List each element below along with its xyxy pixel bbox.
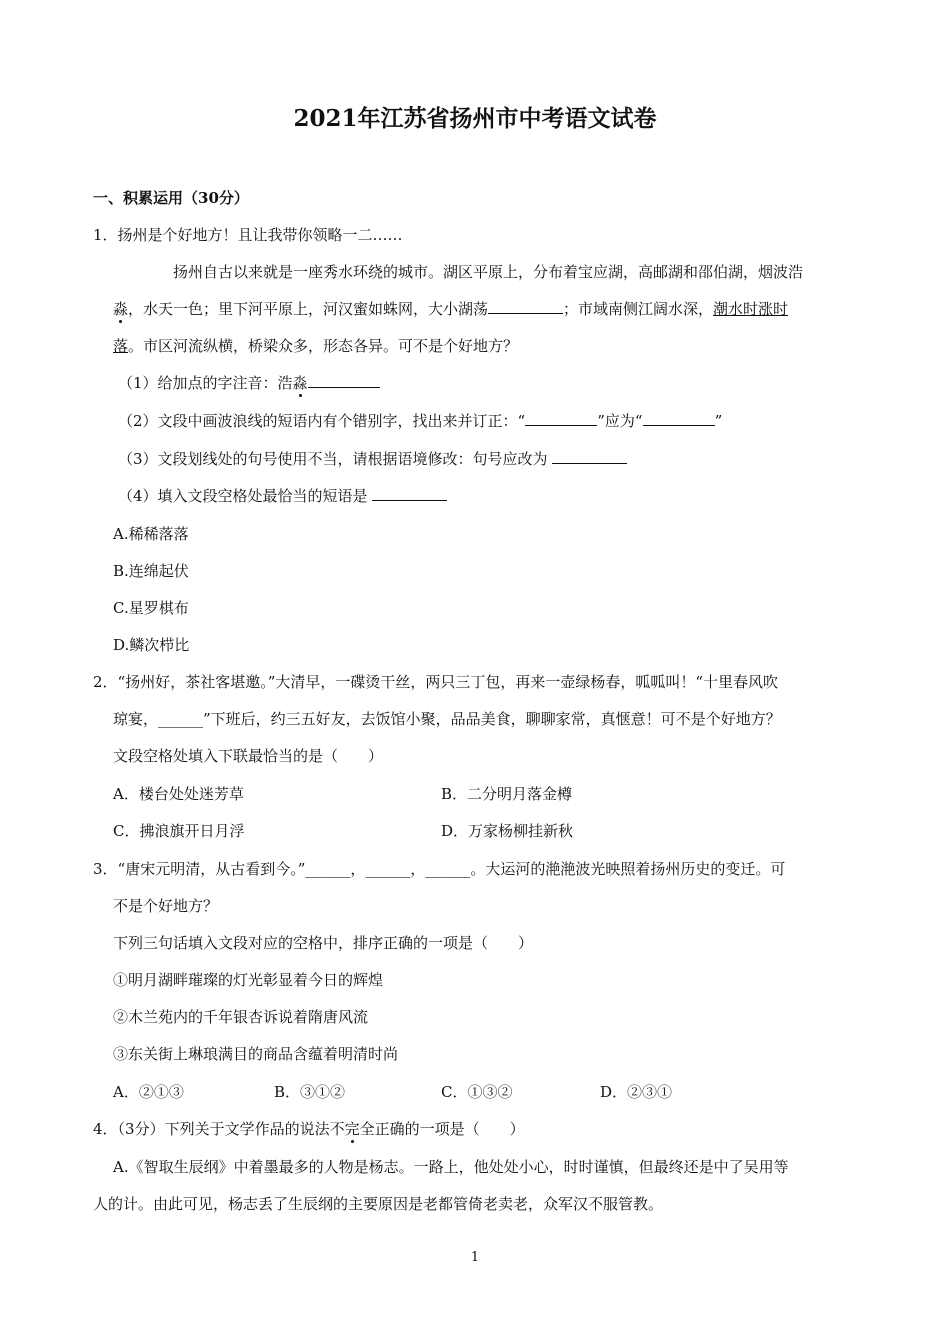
page-number: 1 [470, 1250, 480, 1265]
option-a[interactable]: A．楼台处处迷芳草 [113, 785, 244, 803]
q2-text: ”下班后，约三五好友，去饭馆小聚，品品美食，聊聊家常，真惬意！可不是个好地方？ [203, 710, 781, 728]
q1-subquestion-2 [118, 410, 722, 432]
emphasis-text: 不完全 [329, 1120, 375, 1138]
option-a-line: 人的计。由此可见，杨志丢了生辰纲的主要原因是老都管倚老卖老，众军汉不服管教。 [93, 1195, 664, 1213]
underlined-phrase: 潮水时涨时 [713, 300, 789, 318]
subquestion-text: （4）填入文段空格处最恰当的短语是 [118, 487, 368, 505]
option-a[interactable]: A．②①③ [113, 1083, 184, 1101]
q2-stem-line: 2．“扬州好，茶社客堪邀。”大清早，一碟烫干丝，两只三丁包，再来一壶绿杨春，呱呱叫！“十里春风吹 [93, 673, 779, 691]
q3-prompt: 下列三句话填入文段对应的空格中，排序正确的一项是（ ） [113, 934, 534, 952]
option-a-line[interactable]: A.《智取生辰纲》中着墨最多的人物是杨志。一路上，他处处小心，时时谨慎，但最终还是中了吴用等 [113, 1158, 789, 1176]
fill-blank[interactable] [488, 298, 563, 314]
q3-item-1: ①明月湖畔璀璨的灯光彰显着今日的辉煌 [113, 971, 384, 989]
answer-blank[interactable] [643, 410, 715, 426]
section-heading: 一、积累运用（30分） [93, 189, 249, 207]
option-b[interactable]: B.连绵起伏 [113, 562, 189, 580]
q2-text: 琼宴， [113, 710, 159, 728]
option-c[interactable]: C.星罗棋布 [113, 599, 189, 617]
q1-stem: 1．扬州是个好地方！且让我带你领略一二…… [93, 226, 403, 244]
subquestion-text: （1）给加点的字注音：浩 [118, 374, 293, 392]
q3-stem-line: 3．“唐宋元明清，从古看到今。”______，______，______。大运河的滟滟波光映照着扬州历史的变迁。可 [93, 860, 786, 878]
q1-paragraph-line: 扬州自古以来就是一座秀水环绕的城市。湖区平原上，分布着宝应湖，高邮湖和邵伯湖，烟波浩 [173, 263, 804, 281]
emphasis-char: 淼 [292, 374, 308, 392]
page-title: 2021年江苏省扬州市中考语文试卷 [293, 105, 657, 132]
q1-text: ，水天一色；里下河平原上，河汉蜜如蛛网，大小湖荡 [128, 300, 489, 318]
q1-subquestion-3 [118, 448, 627, 470]
q3-item-3: ③东关街上琳琅满目的商品含蕴着明清时尚 [113, 1045, 399, 1063]
underlined-phrase: 落 [113, 337, 129, 355]
subquestion-text: ”应为“ [597, 412, 643, 430]
answer-blank[interactable] [308, 372, 380, 388]
q4-text: 正确的一项是（ ） [374, 1120, 525, 1138]
q2-prompt: 文段空格处填入下联最恰当的是（ ） [113, 747, 384, 765]
emphasis-char: 淼 [113, 300, 129, 318]
option-c[interactable]: C．①③② [441, 1083, 513, 1101]
option-d[interactable]: D．万家杨柳挂新秋 [441, 822, 574, 840]
answer-blank[interactable] [372, 485, 447, 501]
subquestion-text: ” [714, 412, 723, 430]
q1-subquestion-1 [118, 372, 380, 394]
q1-text: ；市域南侧江阔水深， [563, 300, 714, 318]
answer-blank[interactable] [552, 448, 627, 464]
q4-stem [93, 1118, 525, 1140]
q3-stem-line: 不是个好地方？ [113, 897, 219, 915]
q1-paragraph-line [113, 298, 788, 320]
fill-blank[interactable]: ______ [158, 710, 204, 728]
option-d[interactable]: D.鳞次栉比 [113, 636, 190, 654]
q1-subquestion-4 [118, 485, 447, 507]
q2-stem-line [113, 708, 781, 730]
option-a[interactable]: A.稀稀落落 [113, 525, 189, 543]
option-b[interactable]: B．③①② [274, 1083, 346, 1101]
q4-text: 4．（3分）下列关于文学作品的说法 [93, 1120, 330, 1138]
q1-paragraph-line [113, 335, 518, 357]
q3-item-2: ②木兰苑内的千年银杏诉说着隋唐风流 [113, 1008, 369, 1026]
subquestion-text: （2）文段中画波浪线的短语内有个错别字，找出来并订正：“ [118, 412, 526, 430]
subquestion-text: （3）文段划线处的句号使用不当，请根据语境修改：句号应改为 [118, 450, 548, 468]
option-b[interactable]: B．二分明月落金樽 [441, 785, 573, 803]
option-c[interactable]: C．拂浪旗开日月浮 [113, 822, 245, 840]
option-d[interactable]: D．②③① [600, 1083, 673, 1101]
q1-text: 。市区河流纵横，桥梁众多，形态各异。可不是个好地方？ [128, 337, 519, 355]
answer-blank[interactable] [525, 410, 597, 426]
